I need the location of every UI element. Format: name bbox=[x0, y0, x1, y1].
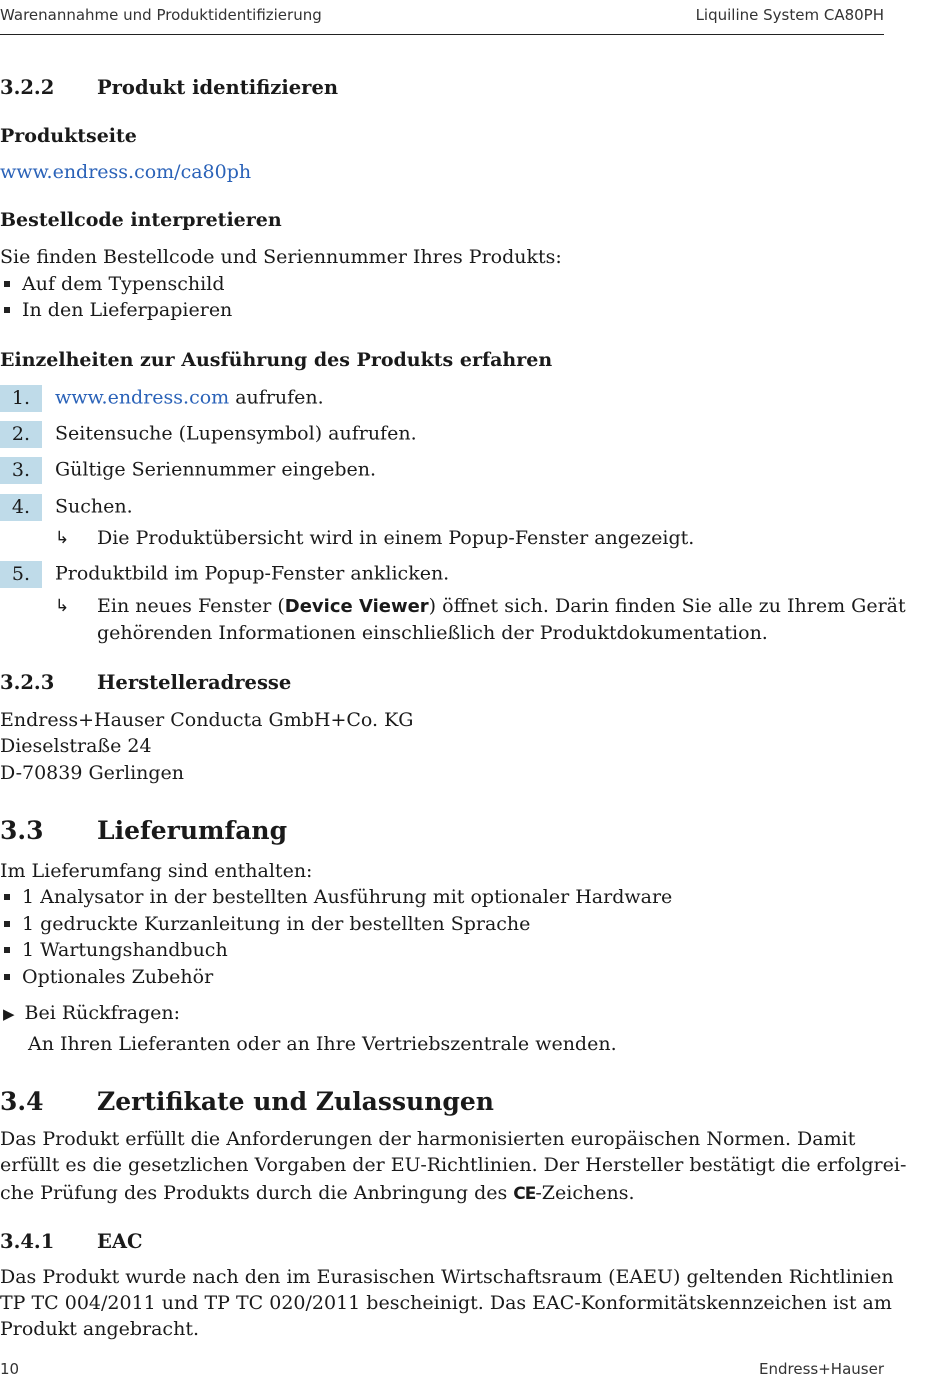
step-number-box: 1. bbox=[0, 385, 42, 412]
paragraph-text: -Zeichens. bbox=[535, 1182, 635, 1204]
paragraph-line bbox=[0, 1180, 634, 1208]
section-number: 3.4 bbox=[0, 1087, 44, 1116]
section-heading-3-2-2 bbox=[0, 76, 338, 99]
section-title: Lieferumfang bbox=[97, 816, 288, 845]
section-number: 3.2.3 bbox=[0, 671, 55, 694]
step-text: aufrufen. bbox=[229, 386, 324, 409]
paragraph-line: Das Produkt erfüllt die Anforderungen der harmonisierten europäischen Normen. Damit bbox=[0, 1128, 856, 1150]
step-3 bbox=[0, 457, 376, 484]
result-arrow-icon: ↳ bbox=[55, 596, 70, 616]
section-title: Produkt identifizieren bbox=[97, 76, 339, 99]
step-4 bbox=[0, 494, 133, 521]
footer-brand: Endress+Hauser bbox=[759, 1360, 884, 1378]
step-number-box: 4. bbox=[0, 494, 42, 521]
action-item bbox=[0, 1000, 180, 1028]
section-title: Zertifikate und Zulassungen bbox=[97, 1087, 494, 1116]
section-heading-3-2-3 bbox=[0, 671, 291, 694]
paragraph-line: TP TC 004/2011 und TP TC 020/2011 bescheinigt. Das EAC-Konformitätskennzeichen ist am bbox=[0, 1292, 892, 1314]
section-number: 3.2.2 bbox=[0, 76, 55, 99]
details-heading: Einzelheiten zur Ausführung des Produkts erfahren bbox=[0, 349, 553, 371]
paragraph-line: Das Produkt wurde nach den im Eurasischen Wirtschaftsraum (EAEU) geltenden Richtlinien bbox=[0, 1266, 894, 1288]
result-text bbox=[97, 593, 906, 620]
bullet-item: 1 Wartungshandbuch bbox=[0, 937, 228, 964]
step-text: Suchen. bbox=[55, 495, 133, 518]
produktseite-link[interactable]: www.endress.com/ca80ph bbox=[0, 161, 252, 183]
result-arrow-icon: ↳ bbox=[55, 528, 70, 548]
bullet-item: In den Lieferpapieren bbox=[0, 297, 232, 324]
device-viewer-label: Device Viewer bbox=[284, 596, 429, 617]
header-rule bbox=[0, 34, 884, 35]
paragraph-line: erfüllt es die gesetzlichen Vorgaben der EU-Richtlinien. Der Hersteller bestätigt die erfolgrei- bbox=[0, 1154, 907, 1176]
step-text: Seitensuche (Lupensymbol) aufrufen. bbox=[55, 422, 417, 445]
bestellcode-heading: Bestellcode interpretieren bbox=[0, 209, 282, 231]
step-text: Produktbild im Popup-Fenster anklicken. bbox=[55, 562, 450, 585]
bullet-item: Optionales Zubehör bbox=[0, 964, 213, 991]
bullet-item: 1 gedruckte Kurzanleitung in der bestellten Sprache bbox=[0, 911, 530, 938]
action-detail: An Ihren Lieferanten oder an Ihre Vertriebszentrale wenden. bbox=[28, 1033, 617, 1055]
step-4-result bbox=[55, 525, 694, 551]
step-text: Gültige Seriennummer eingeben. bbox=[55, 458, 377, 481]
bestellcode-intro: Sie finden Bestellcode und Seriennummer Ihres Produkts: bbox=[0, 246, 562, 268]
result-text: Die Produktübersicht wird in einem Popup-Fenster angezeigt. bbox=[97, 527, 695, 549]
step-number-box: 5. bbox=[0, 561, 42, 588]
step-link[interactable]: www.endress.com bbox=[55, 386, 230, 409]
step-5-result bbox=[55, 593, 906, 646]
ce-mark-icon: CE bbox=[513, 1184, 536, 1204]
action-text: Bei Rückfragen: bbox=[24, 1002, 181, 1024]
produktseite-heading: Produktseite bbox=[0, 125, 137, 147]
section-heading-3-4 bbox=[0, 1087, 494, 1116]
section-heading-3-3 bbox=[0, 816, 287, 845]
action-triangle-icon: ▶ bbox=[3, 1005, 15, 1023]
step-number-box: 3. bbox=[0, 457, 42, 484]
bullet-item: Auf dem Typenschild bbox=[0, 271, 225, 298]
step-2 bbox=[0, 421, 417, 448]
result-text-part: Ein neues Fenster ( bbox=[97, 595, 285, 617]
section-title: EAC bbox=[97, 1230, 143, 1253]
result-text-line2: gehörenden Informationen einschließlich der Produktdokumentation. bbox=[97, 622, 768, 644]
running-header-left: Warenannahme und Produktidentifizierung bbox=[0, 6, 322, 24]
section-heading-3-4-1 bbox=[0, 1230, 143, 1253]
running-header-right: Liquiline System CA80PH bbox=[695, 6, 884, 24]
step-1 bbox=[0, 385, 324, 412]
section-number: 3.4.1 bbox=[0, 1230, 55, 1253]
bullet-item: 1 Analysator in der bestellten Ausführung mit optionaler Hardware bbox=[0, 884, 672, 911]
result-text-part: ) öffnet sich. Darin finden Sie alle zu Ihrem Gerät bbox=[428, 595, 906, 617]
address-line: D-70839 Gerlingen bbox=[0, 762, 185, 784]
section-title: Herstelleradresse bbox=[97, 671, 292, 694]
paragraph-text: che Prüfung des Produkts durch die Anbringung des bbox=[0, 1182, 514, 1204]
address-line: Dieselstraße 24 bbox=[0, 735, 152, 757]
address-line: Endress+Hauser Conducta GmbH+Co. KG bbox=[0, 709, 414, 731]
lieferumfang-intro: Im Lieferumfang sind enthalten: bbox=[0, 860, 313, 882]
section-number: 3.3 bbox=[0, 816, 44, 845]
page-number: 10 bbox=[0, 1360, 20, 1378]
step-number-box: 2. bbox=[0, 421, 42, 448]
step-5 bbox=[0, 561, 449, 588]
paragraph-line: Produkt angebracht. bbox=[0, 1318, 199, 1340]
